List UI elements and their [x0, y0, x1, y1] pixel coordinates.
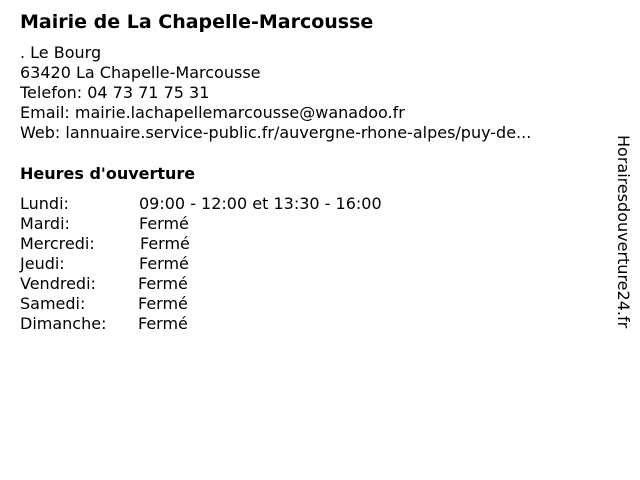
- hours-value: Fermé: [138, 274, 188, 293]
- web-line: [20, 123, 531, 143]
- phone-label: Telefon:: [20, 83, 83, 102]
- hours-row-sunday: [20, 314, 382, 334]
- day-label: Mercredi:: [20, 234, 95, 253]
- hours-value: Fermé: [138, 314, 188, 333]
- hours-value: 09:00 - 12:00 et 13:30 - 16:00: [139, 194, 382, 213]
- address-street: . Le Bourg: [20, 43, 102, 62]
- contact-block: [20, 43, 531, 143]
- hours-row-friday: [20, 274, 382, 294]
- hours-value: Fermé: [139, 254, 189, 273]
- email-link[interactable]: mairie.lachapellemarcousse@wanadoo.fr: [74, 103, 405, 122]
- day-label: Vendredi:: [20, 274, 96, 293]
- web-label: Web:: [20, 123, 61, 142]
- email-line: [20, 103, 531, 123]
- day-label: Samedi:: [20, 294, 86, 313]
- website-link[interactable]: lannuaire.service-public.fr/auvergne-rhone-alpes/puy-de...: [65, 123, 532, 142]
- hours-row-wednesday: [20, 234, 382, 254]
- day-label: Jeudi:: [20, 254, 65, 273]
- hours-value: Fermé: [139, 214, 189, 233]
- hours-value: Fermé: [140, 234, 190, 253]
- site-watermark: Horairesdouverture24.fr: [614, 135, 633, 329]
- email-label: Email:: [20, 103, 70, 122]
- phone-number[interactable]: 04 73 71 75 31: [87, 83, 210, 102]
- day-label: Dimanche:: [20, 314, 107, 333]
- hours-row-saturday: [20, 294, 382, 314]
- day-label: Mardi:: [20, 214, 70, 233]
- opening-hours-table: [20, 194, 382, 334]
- hours-value: Fermé: [138, 294, 188, 313]
- day-label: Lundi:: [20, 194, 69, 213]
- hours-row-thursday: [20, 254, 382, 274]
- office-title: Mairie de La Chapelle-Marcousse: [20, 11, 374, 33]
- opening-hours-heading: Heures d'ouverture: [20, 164, 196, 183]
- phone-line: [20, 83, 531, 103]
- hours-row-monday: [20, 194, 382, 214]
- hours-row-tuesday: [20, 214, 382, 234]
- address-city: 63420 La Chapelle-Marcousse: [20, 63, 261, 82]
